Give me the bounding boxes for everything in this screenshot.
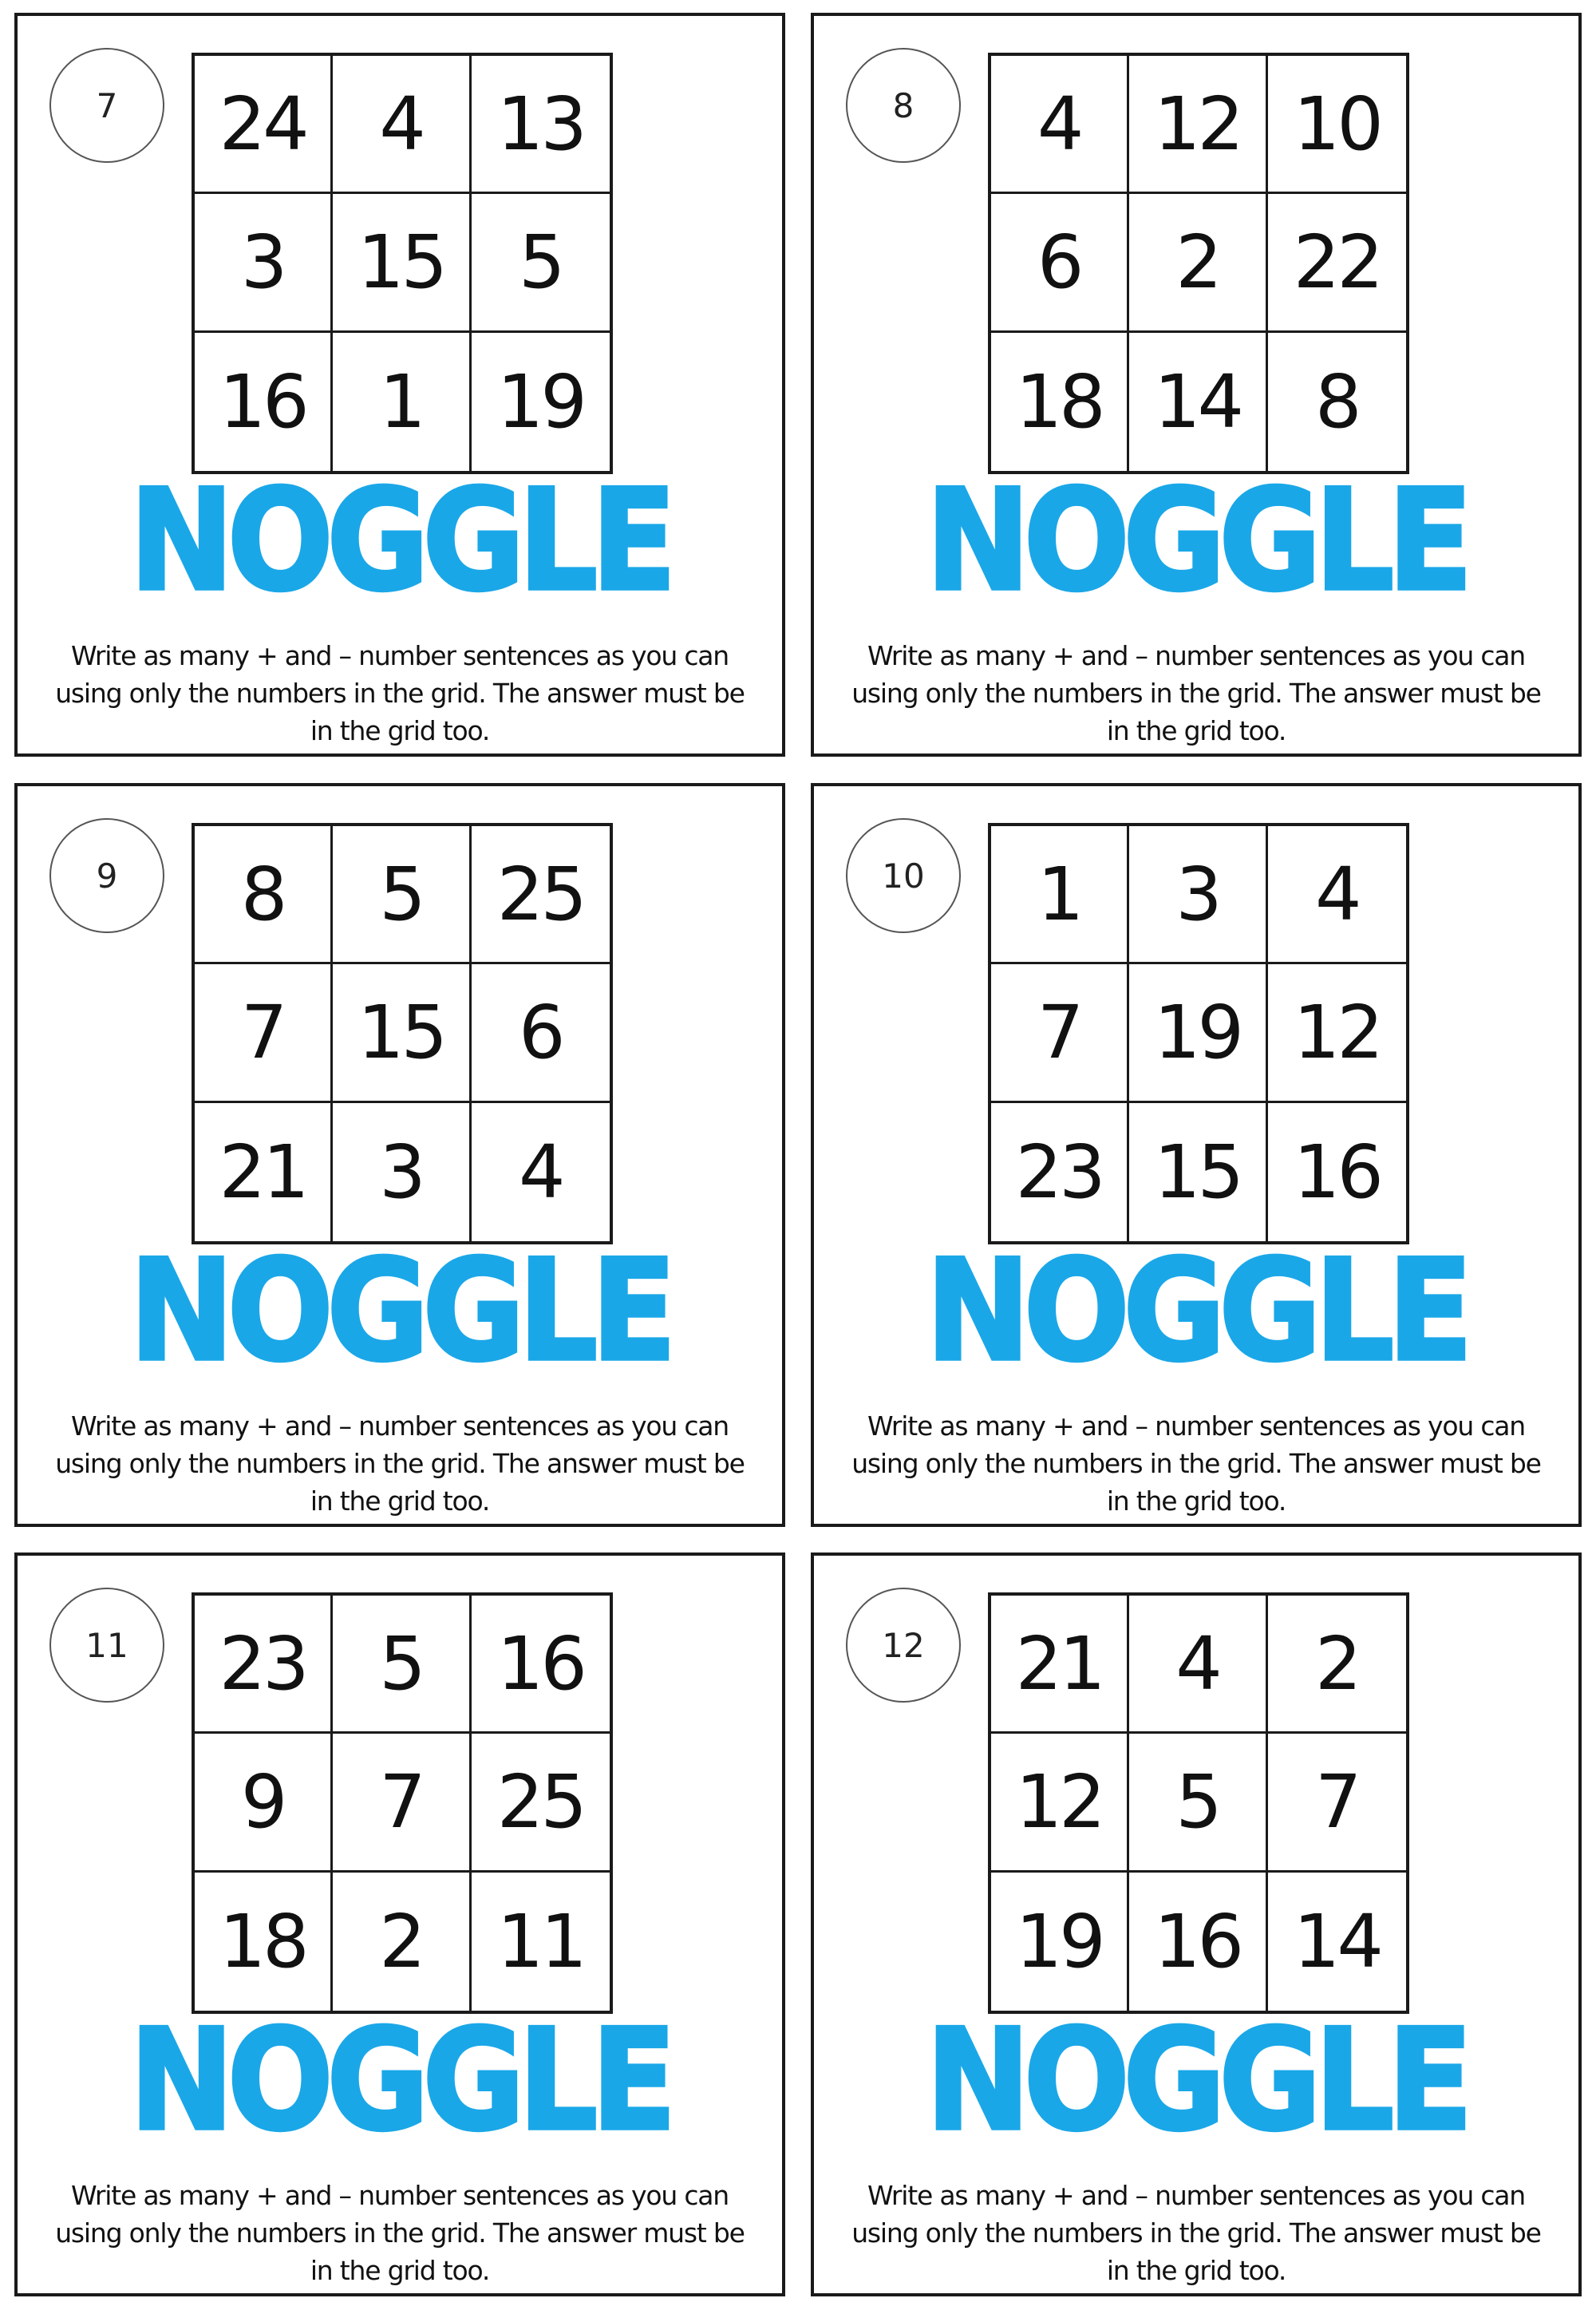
grid-cell: 16 — [195, 333, 333, 471]
grid-cell: 4 — [991, 56, 1129, 194]
noggle-card-12 — [811, 1552, 1582, 2296]
instructions-text: Write as many + and – number sentences as you can using only the numbers in the grid. The answer must be in the grid too. — [55, 1410, 745, 1517]
grid-cell: 8 — [1315, 358, 1359, 445]
instructions-text: Write as many + and – number sentences as you can using only the numbers in the grid. The answer must be in the grid too. — [55, 2180, 745, 2286]
instructions-text: Write as many + and – number sentences as you can using only the numbers in the grid. The answer must be in the grid too. — [851, 1410, 1541, 1517]
grid-cell: 1 — [333, 333, 471, 471]
grid-cell: 4 — [1268, 826, 1406, 964]
grid-cell: 16 — [1293, 1129, 1381, 1215]
grid-cell: 6 — [991, 194, 1129, 332]
grid-cell: 15 — [1129, 1103, 1267, 1241]
card-number-badge: 7 — [49, 48, 164, 163]
grid-cell: 24 — [195, 56, 333, 194]
grid-cell: 10 — [1268, 56, 1406, 194]
grid-cell: 9 — [195, 1734, 333, 1872]
grid-cell: 14 — [1293, 1898, 1381, 1984]
grid-cell: 21 — [991, 1596, 1129, 1734]
grid-cell: 7 — [1268, 1734, 1406, 1872]
grid-cell: 19 — [1129, 964, 1267, 1102]
number-grid — [988, 1592, 1409, 2014]
grid-cell: 3 — [1129, 826, 1267, 964]
grid-cell: 18 — [195, 1873, 333, 2011]
grid-cell: 21 — [195, 1103, 333, 1241]
noggle-title: NOGGLE — [926, 1999, 1467, 2162]
grid-cell: 2 — [1129, 194, 1267, 332]
grid-cell: 5 — [1129, 1734, 1267, 1872]
noggle-card-10 — [811, 783, 1582, 1527]
grid-cell: 18 — [991, 333, 1129, 471]
card-number-badge: 11 — [49, 1588, 164, 1703]
noggle-card-8 — [811, 13, 1582, 757]
grid-cell: 12 — [991, 1734, 1129, 1872]
instructions-text: Write as many + and – number sentences as you can using only the numbers in the grid. The answer must be in the grid too. — [851, 2180, 1541, 2286]
grid-cell: 2 — [1268, 1596, 1406, 1734]
card-number-badge: 9 — [49, 818, 164, 933]
noggle-title: NOGGLE — [129, 1999, 670, 2162]
number-grid — [192, 1592, 613, 2014]
grid-cell: 15 — [333, 194, 471, 332]
grid-cell: 8 — [195, 826, 333, 964]
noggle-title: NOGGLE — [926, 459, 1467, 622]
grid-cell: 12 — [1129, 56, 1267, 194]
grid-cell: 6 — [472, 964, 610, 1102]
grid-cell: 14 — [1129, 333, 1267, 471]
grid-cell: 4 — [333, 56, 471, 194]
grid-cell: 19 — [496, 358, 584, 445]
grid-cell: 5 — [333, 1596, 471, 1734]
number-grid — [192, 53, 613, 474]
grid-cell: 16 — [472, 1596, 610, 1734]
grid-cell: 1 — [991, 826, 1129, 964]
grid-cell: 7 — [195, 964, 333, 1102]
grid-cell: 11 — [496, 1898, 584, 1984]
card-number-badge: 10 — [846, 818, 961, 933]
grid-cell: 7 — [991, 964, 1129, 1102]
grid-cell: 5 — [333, 826, 471, 964]
grid-cell: 4 — [1129, 1596, 1267, 1734]
number-grid — [988, 823, 1409, 1244]
noggle-title: NOGGLE — [926, 1229, 1467, 1392]
grid-cell: 25 — [472, 826, 610, 964]
grid-cell: 12 — [1268, 964, 1406, 1102]
card-number-badge: 12 — [846, 1588, 961, 1703]
noggle-title: NOGGLE — [129, 1229, 670, 1392]
noggle-card-7 — [14, 13, 785, 757]
number-grid — [192, 823, 613, 1244]
grid-cell: 16 — [1129, 1873, 1267, 2011]
grid-cell: 4 — [519, 1129, 563, 1215]
noggle-card-9 — [14, 783, 785, 1527]
grid-cell: 15 — [333, 964, 471, 1102]
grid-cell: 22 — [1268, 194, 1406, 332]
grid-cell: 23 — [195, 1596, 333, 1734]
number-grid — [988, 53, 1409, 474]
noggle-card-11 — [14, 1552, 785, 2296]
grid-cell: 13 — [472, 56, 610, 194]
grid-cell: 25 — [472, 1734, 610, 1872]
grid-cell: 23 — [991, 1103, 1129, 1241]
noggle-title: NOGGLE — [129, 459, 670, 622]
grid-cell: 3 — [195, 194, 333, 332]
grid-cell: 2 — [333, 1873, 471, 2011]
grid-cell: 5 — [472, 194, 610, 332]
instructions-text: Write as many + and – number sentences as you can using only the numbers in the grid. The answer must be in the grid too. — [851, 640, 1541, 746]
instructions-text: Write as many + and – number sentences as you can using only the numbers in the grid. The answer must be in the grid too. — [55, 640, 745, 746]
card-number-badge: 8 — [846, 48, 961, 163]
grid-cell: 7 — [333, 1734, 471, 1872]
grid-cell: 3 — [333, 1103, 471, 1241]
grid-cell: 19 — [991, 1873, 1129, 2011]
